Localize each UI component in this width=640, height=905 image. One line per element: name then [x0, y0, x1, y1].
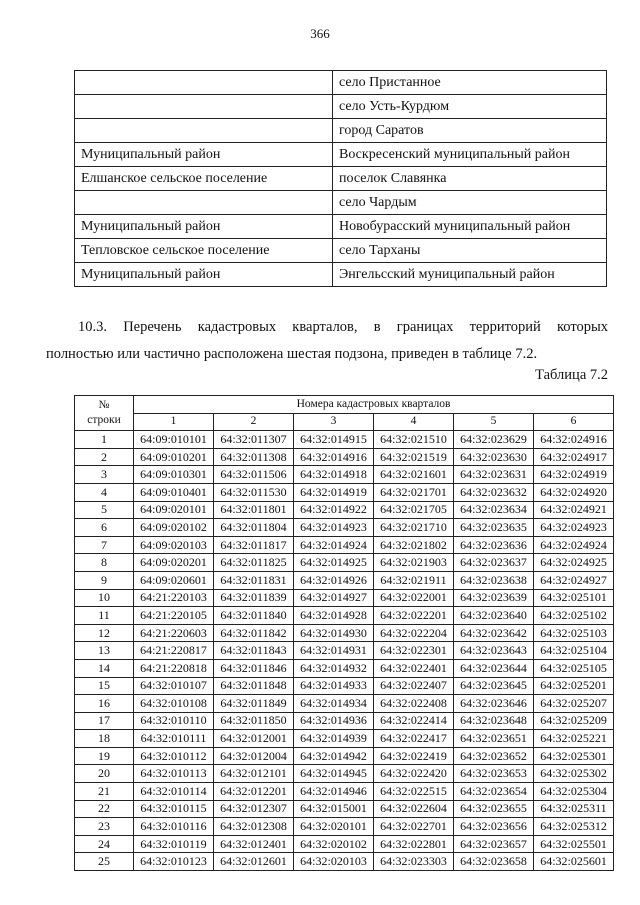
cadastral-number-cell: 64:32:020102	[294, 835, 374, 853]
column-number-header: 4	[374, 413, 454, 431]
cadastral-number-cell: 64:09:010301	[134, 466, 214, 484]
section-paragraph	[46, 314, 608, 368]
territory-left-cell: Муниципальный район	[75, 143, 333, 167]
cadastral-number-cell: 64:32:014945	[294, 765, 374, 783]
cadastral-number-cell: 64:32:011506	[214, 466, 294, 484]
table-row	[75, 659, 614, 677]
cadastral-number-cell: 64:32:022604	[374, 800, 454, 818]
cadastral-number-cell: 64:32:021701	[374, 483, 454, 501]
row-number-cell: 22	[75, 800, 134, 818]
header-row-number-word: строки	[87, 414, 121, 427]
cadastral-number-cell: 64:09:020201	[134, 554, 214, 572]
territory-row	[75, 95, 607, 119]
territory-row	[75, 143, 607, 167]
cadastral-number-cell: 64:32:014915	[294, 431, 374, 449]
cadastral-number-cell: 64:32:025501	[534, 835, 614, 853]
row-number-cell: 18	[75, 730, 134, 748]
cadastral-number-cell: 64:32:023643	[454, 642, 534, 660]
table-row	[75, 783, 614, 801]
row-number-cell: 7	[75, 536, 134, 554]
cadastral-number-cell: 64:32:022204	[374, 624, 454, 642]
cadastral-number-cell: 64:32:021519	[374, 448, 454, 466]
cadastral-number-cell: 64:32:014942	[294, 747, 374, 765]
cadastral-number-cell: 64:32:012601	[214, 853, 294, 871]
cadastral-number-cell: 64:09:020103	[134, 536, 214, 554]
paragraph-line-1: 10.3. Перечень кадастровых кварталов, в границах территорий которых	[78, 319, 608, 335]
cadastral-number-cell: 64:32:014946	[294, 783, 374, 801]
table-row	[75, 695, 614, 713]
cadastral-number-cell: 64:32:014932	[294, 659, 374, 677]
cadastral-number-cell: 64:32:010113	[134, 765, 214, 783]
cadastral-number-cell: 64:32:011801	[214, 501, 294, 519]
row-number-cell: 3	[75, 466, 134, 484]
cadastral-table	[74, 395, 614, 871]
cadastral-number-cell: 64:32:014930	[294, 624, 374, 642]
territory-right-cell: город Саратов	[333, 119, 607, 143]
table-row	[75, 519, 614, 537]
cadastral-number-cell: 64:32:025304	[534, 783, 614, 801]
table-row	[75, 466, 614, 484]
cadastral-number-cell: 64:32:023640	[454, 607, 534, 625]
cadastral-number-cell: 64:32:022408	[374, 695, 454, 713]
cadastral-number-cell: 64:32:012001	[214, 730, 294, 748]
cadastral-number-cell: 64:32:010116	[134, 818, 214, 836]
territory-left-cell	[75, 191, 333, 215]
row-number-cell: 9	[75, 571, 134, 589]
territory-right-cell: село Тарханы	[333, 239, 607, 263]
cadastral-number-cell: 64:32:014919	[294, 483, 374, 501]
cadastral-number-cell: 64:32:012308	[214, 818, 294, 836]
cadastral-number-cell: 64:21:220603	[134, 624, 214, 642]
cadastral-number-cell: 64:32:020101	[294, 818, 374, 836]
cadastral-number-cell: 64:32:021802	[374, 536, 454, 554]
cadastral-number-cell: 64:32:022401	[374, 659, 454, 677]
cadastral-number-cell: 64:32:010107	[134, 677, 214, 695]
cadastral-number-cell: 64:32:014936	[294, 712, 374, 730]
territory-row	[75, 71, 607, 95]
cadastral-number-cell: 64:32:021903	[374, 554, 454, 572]
row-number-cell: 23	[75, 818, 134, 836]
territory-right-cell: поселок Славянка	[333, 167, 607, 191]
cadastral-number-cell: 64:32:022301	[374, 642, 454, 660]
cadastral-number-cell: 64:32:011840	[214, 607, 294, 625]
row-number-cell: 24	[75, 835, 134, 853]
row-number-cell: 19	[75, 747, 134, 765]
cadastral-number-cell: 64:32:023658	[454, 853, 534, 871]
table-row	[75, 730, 614, 748]
cadastral-number-cell: 64:32:011817	[214, 536, 294, 554]
row-number-cell: 2	[75, 448, 134, 466]
cadastral-number-cell: 64:32:011848	[214, 677, 294, 695]
cadastral-number-cell: 64:32:014933	[294, 677, 374, 695]
cadastral-number-cell: 64:32:011825	[214, 554, 294, 572]
cadastral-table-body	[75, 431, 614, 871]
row-number-cell: 13	[75, 642, 134, 660]
cadastral-number-cell: 64:09:020601	[134, 571, 214, 589]
table-row	[75, 818, 614, 836]
cadastral-number-cell: 64:32:022701	[374, 818, 454, 836]
cadastral-number-cell: 64:32:014927	[294, 589, 374, 607]
cadastral-number-cell: 64:32:011846	[214, 659, 294, 677]
territory-right-cell: село Усть-Курдюм	[333, 95, 607, 119]
column-number-header: 5	[454, 413, 534, 431]
page-number: 366	[310, 26, 330, 41]
cadastral-number-cell: 64:21:220817	[134, 642, 214, 660]
cadastral-number-cell: 64:32:014931	[294, 642, 374, 660]
table-row	[75, 835, 614, 853]
cadastral-number-cell: 64:09:010101	[134, 431, 214, 449]
cadastral-number-cell: 64:32:021705	[374, 501, 454, 519]
cadastral-number-cell: 64:32:014923	[294, 519, 374, 537]
cadastral-number-cell: 64:09:010201	[134, 448, 214, 466]
cadastral-number-cell: 64:32:025301	[534, 747, 614, 765]
cadastral-number-cell: 64:32:011831	[214, 571, 294, 589]
cadastral-number-cell: 64:32:024923	[534, 519, 614, 537]
cadastral-number-cell: 64:32:023651	[454, 730, 534, 748]
cadastral-number-cell: 64:21:220105	[134, 607, 214, 625]
table-row	[75, 624, 614, 642]
cadastral-number-cell: 64:32:010108	[134, 695, 214, 713]
cadastral-number-cell: 64:32:025105	[534, 659, 614, 677]
cadastral-number-cell: 64:32:014924	[294, 536, 374, 554]
cadastral-number-cell: 64:32:025104	[534, 642, 614, 660]
table-row	[75, 747, 614, 765]
row-number-cell: 14	[75, 659, 134, 677]
cadastral-number-cell: 64:32:014916	[294, 448, 374, 466]
header-group: Номера кадастровых кварталов	[134, 396, 614, 414]
cadastral-number-cell: 64:21:220818	[134, 659, 214, 677]
table-row	[75, 431, 614, 449]
cadastral-number-cell: 64:32:024916	[534, 431, 614, 449]
territory-row	[75, 263, 607, 287]
cadastral-number-cell: 64:32:023653	[454, 765, 534, 783]
header-row-number	[75, 396, 134, 431]
cadastral-number-cell: 64:32:021710	[374, 519, 454, 537]
cadastral-table-header	[75, 396, 614, 431]
cadastral-number-cell: 64:32:011308	[214, 448, 294, 466]
cadastral-number-cell: 64:32:010110	[134, 712, 214, 730]
cadastral-number-cell: 64:32:023648	[454, 712, 534, 730]
header-row-number-symbol: №	[98, 399, 110, 412]
cadastral-number-cell: 64:32:011849	[214, 695, 294, 713]
cadastral-number-cell: 64:32:025302	[534, 765, 614, 783]
row-number-cell: 6	[75, 519, 134, 537]
cadastral-number-cell: 64:32:022414	[374, 712, 454, 730]
cadastral-number-cell: 64:32:023638	[454, 571, 534, 589]
cadastral-number-cell: 64:32:024925	[534, 554, 614, 572]
row-number-cell: 1	[75, 431, 134, 449]
cadastral-number-cell: 64:32:022407	[374, 677, 454, 695]
cadastral-number-cell: 64:32:012101	[214, 765, 294, 783]
territory-left-cell	[75, 71, 333, 95]
cadastral-number-cell: 64:32:023642	[454, 624, 534, 642]
territory-left-cell: Тепловское сельское поселение	[75, 239, 333, 263]
cadastral-number-cell: 64:32:025209	[534, 712, 614, 730]
cadastral-number-cell: 64:32:023652	[454, 747, 534, 765]
cadastral-number-cell: 64:32:023635	[454, 519, 534, 537]
cadastral-number-cell: 64:32:023631	[454, 466, 534, 484]
cadastral-number-cell: 64:32:025311	[534, 800, 614, 818]
row-number-cell: 16	[75, 695, 134, 713]
cadastral-number-cell: 64:32:022420	[374, 765, 454, 783]
cadastral-number-cell: 64:32:024919	[534, 466, 614, 484]
cadastral-number-cell: 64:32:014939	[294, 730, 374, 748]
cadastral-number-cell: 64:21:220103	[134, 589, 214, 607]
cadastral-number-cell: 64:32:024924	[534, 536, 614, 554]
cadastral-number-cell: 64:32:022515	[374, 783, 454, 801]
territory-row	[75, 215, 607, 239]
cadastral-number-cell: 64:32:011842	[214, 624, 294, 642]
territory-left-cell: Муниципальный район	[75, 263, 333, 287]
cadastral-number-cell: 64:32:012201	[214, 783, 294, 801]
cadastral-number-cell: 64:32:022201	[374, 607, 454, 625]
cadastral-number-cell: 64:32:010111	[134, 730, 214, 748]
territory-left-cell: Елшанское сельское поселение	[75, 167, 333, 191]
cadastral-number-cell: 64:32:010115	[134, 800, 214, 818]
cadastral-number-cell: 64:32:011843	[214, 642, 294, 660]
territory-row	[75, 167, 607, 191]
cadastral-number-cell: 64:32:022419	[374, 747, 454, 765]
cadastral-number-cell: 64:32:025201	[534, 677, 614, 695]
cadastral-number-cell: 64:32:023629	[454, 431, 534, 449]
cadastral-number-cell: 64:32:023632	[454, 483, 534, 501]
cadastral-number-cell: 64:32:022801	[374, 835, 454, 853]
cadastral-number-cell: 64:32:011839	[214, 589, 294, 607]
cadastral-number-cell: 64:32:010123	[134, 853, 214, 871]
row-number-cell: 4	[75, 483, 134, 501]
territory-table	[74, 70, 607, 287]
row-number-cell: 12	[75, 624, 134, 642]
cadastral-number-cell: 64:32:010119	[134, 835, 214, 853]
cadastral-number-cell: 64:32:012401	[214, 835, 294, 853]
cadastral-number-cell: 64:32:021911	[374, 571, 454, 589]
row-number-cell: 5	[75, 501, 134, 519]
cadastral-number-cell: 64:32:014918	[294, 466, 374, 484]
row-number-cell: 25	[75, 853, 134, 871]
table-row	[75, 642, 614, 660]
table-row	[75, 536, 614, 554]
cadastral-number-cell: 64:32:010114	[134, 783, 214, 801]
row-number-cell: 20	[75, 765, 134, 783]
cadastral-number-cell: 64:32:011530	[214, 483, 294, 501]
territory-row	[75, 119, 607, 143]
cadastral-number-cell: 64:32:023639	[454, 589, 534, 607]
cadastral-number-cell: 64:32:021601	[374, 466, 454, 484]
table-row	[75, 607, 614, 625]
table-row	[75, 853, 614, 871]
cadastral-number-cell: 64:32:010112	[134, 747, 214, 765]
cadastral-number-cell: 64:32:023634	[454, 501, 534, 519]
cadastral-number-cell: 64:09:010401	[134, 483, 214, 501]
cadastral-number-cell: 64:32:022001	[374, 589, 454, 607]
column-number-header: 6	[534, 413, 614, 431]
column-numbers-row	[75, 413, 614, 431]
territory-row	[75, 239, 607, 263]
row-number-cell: 15	[75, 677, 134, 695]
cadastral-number-cell: 64:32:023303	[374, 853, 454, 871]
cadastral-number-cell: 64:09:020101	[134, 501, 214, 519]
territory-right-cell: Энгельсский муниципальный район	[333, 263, 607, 287]
table-row	[75, 589, 614, 607]
row-number-cell: 11	[75, 607, 134, 625]
territory-right-cell: село Пристанное	[333, 71, 607, 95]
table-row	[75, 712, 614, 730]
cadastral-number-cell: 64:32:014928	[294, 607, 374, 625]
table-row	[75, 765, 614, 783]
column-number-header: 3	[294, 413, 374, 431]
table-row	[75, 448, 614, 466]
cadastral-number-cell: 64:32:014925	[294, 554, 374, 572]
cadastral-number-cell: 64:32:023644	[454, 659, 534, 677]
cadastral-number-cell: 64:32:014926	[294, 571, 374, 589]
cadastral-number-cell: 64:32:025101	[534, 589, 614, 607]
cadastral-number-cell: 64:32:011804	[214, 519, 294, 537]
table-row	[75, 501, 614, 519]
territory-left-cell: Муниципальный район	[75, 215, 333, 239]
cadastral-number-cell: 64:32:014922	[294, 501, 374, 519]
territory-table-body	[75, 71, 607, 287]
paragraph-line-2: полностью или частично расположена шестая подзона, приведен в таблице 7.2.	[46, 346, 538, 362]
cadastral-number-cell: 64:32:025312	[534, 818, 614, 836]
cadastral-number-cell: 64:32:023636	[454, 536, 534, 554]
row-number-cell: 10	[75, 589, 134, 607]
cadastral-number-cell: 64:32:023656	[454, 818, 534, 836]
territory-left-cell	[75, 95, 333, 119]
table-row	[75, 800, 614, 818]
cadastral-number-cell: 64:32:025102	[534, 607, 614, 625]
table-row	[75, 571, 614, 589]
table-caption: Таблица 7.2	[535, 367, 608, 383]
cadastral-number-cell: 64:32:023655	[454, 800, 534, 818]
cadastral-number-cell: 64:32:023645	[454, 677, 534, 695]
cadastral-number-cell: 64:32:011850	[214, 712, 294, 730]
cadastral-number-cell: 64:32:025221	[534, 730, 614, 748]
cadastral-number-cell: 64:32:024920	[534, 483, 614, 501]
row-number-cell: 8	[75, 554, 134, 572]
row-number-cell: 17	[75, 712, 134, 730]
cadastral-number-cell: 64:32:024917	[534, 448, 614, 466]
territory-right-cell: село Чардым	[333, 191, 607, 215]
cadastral-number-cell: 64:32:021510	[374, 431, 454, 449]
column-number-header: 1	[134, 413, 214, 431]
cadastral-number-cell: 64:32:025601	[534, 853, 614, 871]
cadastral-number-cell: 64:32:024927	[534, 571, 614, 589]
cadastral-number-cell: 64:32:023657	[454, 835, 534, 853]
cadastral-number-cell: 64:32:020103	[294, 853, 374, 871]
column-number-header: 2	[214, 413, 294, 431]
table-row	[75, 554, 614, 572]
territory-right-cell: Воскресенский муниципальный район	[333, 143, 607, 167]
cadastral-number-cell: 64:09:020102	[134, 519, 214, 537]
cadastral-number-cell: 64:32:025207	[534, 695, 614, 713]
cadastral-number-cell: 64:32:023637	[454, 554, 534, 572]
territory-row	[75, 191, 607, 215]
territory-left-cell	[75, 119, 333, 143]
table-row	[75, 677, 614, 695]
cadastral-number-cell: 64:32:025103	[534, 624, 614, 642]
cadastral-number-cell: 64:32:023654	[454, 783, 534, 801]
cadastral-number-cell: 64:32:012004	[214, 747, 294, 765]
cadastral-number-cell: 64:32:024921	[534, 501, 614, 519]
cadastral-number-cell: 64:32:011307	[214, 431, 294, 449]
cadastral-number-cell: 64:32:014934	[294, 695, 374, 713]
cadastral-number-cell: 64:32:023646	[454, 695, 534, 713]
cadastral-number-cell: 64:32:012307	[214, 800, 294, 818]
cadastral-number-cell: 64:32:022417	[374, 730, 454, 748]
territory-right-cell: Новобурасский муниципальный район	[333, 215, 607, 239]
table-row	[75, 483, 614, 501]
cadastral-number-cell: 64:32:023630	[454, 448, 534, 466]
row-number-cell: 21	[75, 783, 134, 801]
cadastral-number-cell: 64:32:015001	[294, 800, 374, 818]
